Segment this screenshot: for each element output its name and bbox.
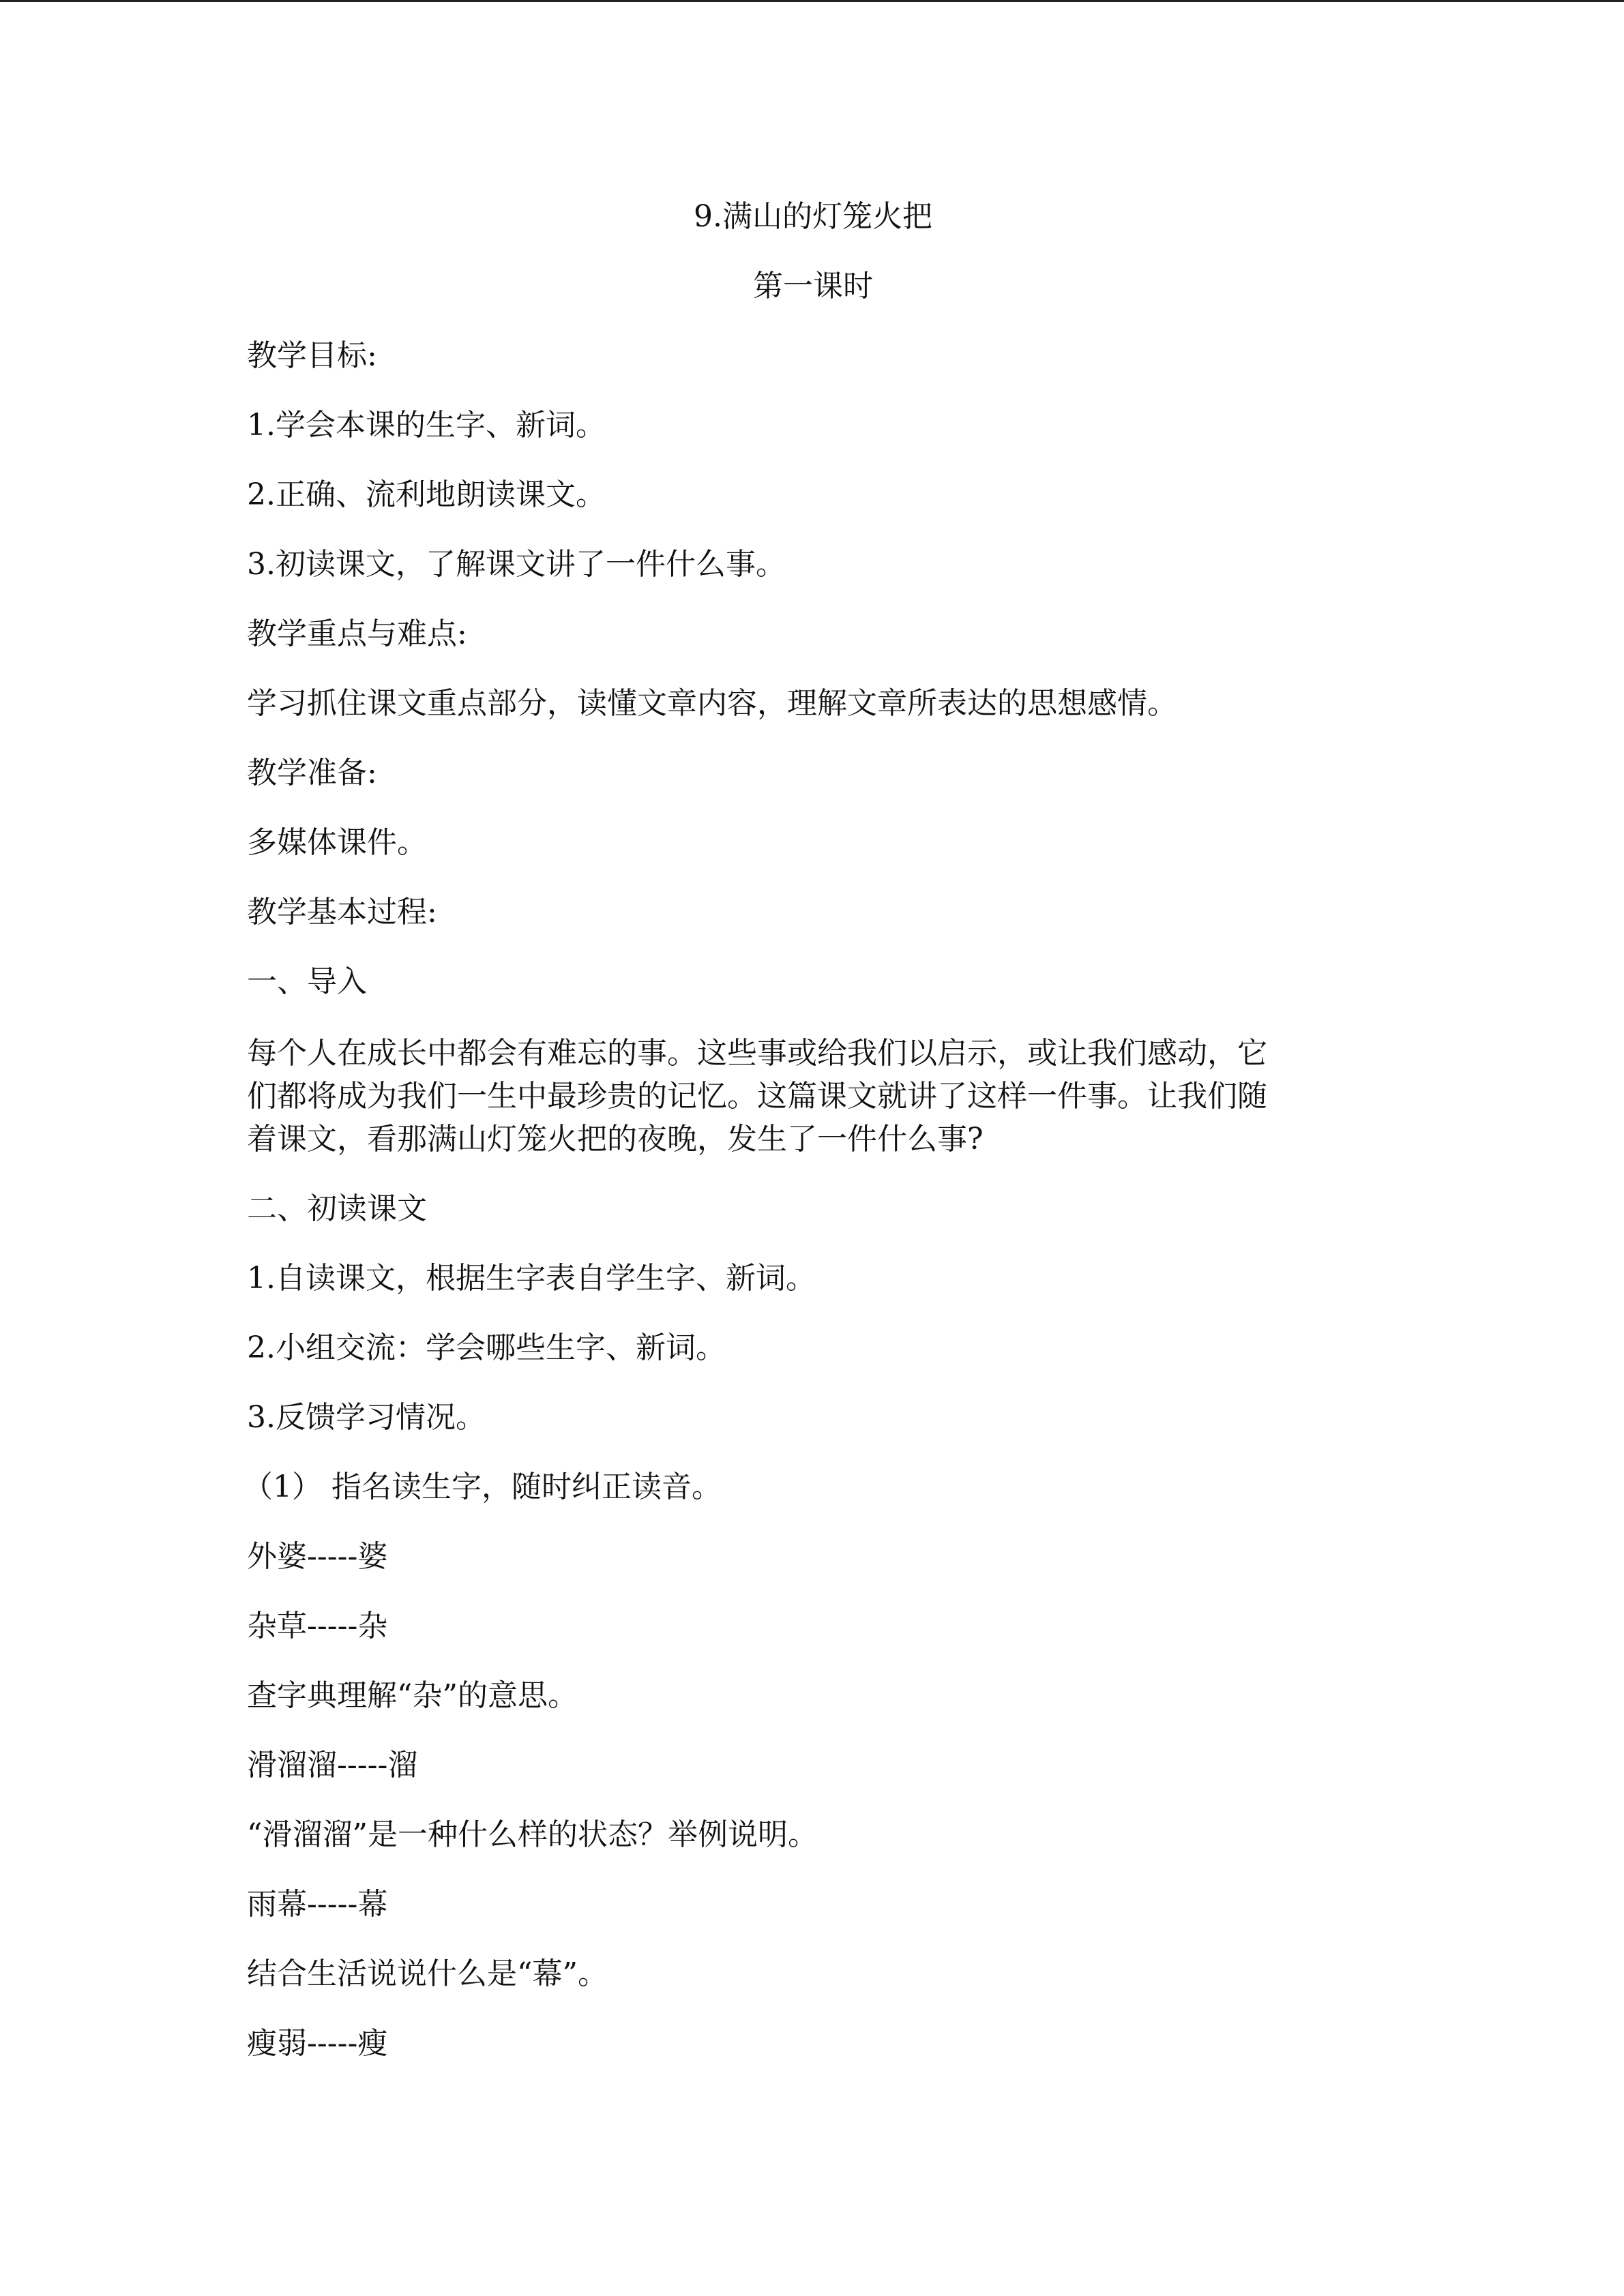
key-points-text: 学习抓住课文重点部分，读懂文章内容，理解文章所表达的思想感情。 xyxy=(247,686,1177,721)
vocab-line: 杂草-----杂 xyxy=(247,1609,388,1643)
reading-step: 3.反馈学习情况。 xyxy=(247,1400,486,1435)
sub-step-heading: （1） 指名读生字，随时纠正读音。 xyxy=(243,1470,722,1504)
vocab-line: 雨幕-----幕 xyxy=(247,1887,388,1922)
page-subtitle: 第一课时 xyxy=(753,269,873,303)
process-heading: 教学基本过程: xyxy=(247,895,437,929)
preparation-heading: 教学准备: xyxy=(247,756,377,790)
vocab-note: 查字典理解“杂”的意思。 xyxy=(247,1678,578,1713)
intro-paragraph-line: 每个人在成长中都会有难忘的事。这些事或给我们以启示，或让我们感动，它 xyxy=(247,1036,1267,1071)
page-title: 9.满山的灯笼火把 xyxy=(694,199,932,234)
vocab-line: 滑溜溜-----溜 xyxy=(247,1748,418,1783)
reading-step: 1.自读课文，根据生字表自学生字、新词。 xyxy=(247,1261,816,1296)
reading-step: 2.小组交流：学会哪些生字、新词。 xyxy=(247,1330,726,1365)
key-points-heading: 教学重点与难点: xyxy=(247,616,467,651)
section-heading-first-reading: 二、初读课文 xyxy=(247,1191,427,1226)
objective-item: 1.学会本课的生字、新词。 xyxy=(247,408,606,443)
page-top-border xyxy=(0,0,1624,2)
vocab-line: 外婆-----婆 xyxy=(247,1539,388,1574)
section-heading-intro: 一、导入 xyxy=(247,964,367,999)
intro-paragraph-line: 着课文，看那满山灯笼火把的夜晚，发生了一件什么事? xyxy=(247,1122,984,1157)
vocab-note: “滑溜溜”是一种什么样的状态？举例说明。 xyxy=(247,1817,818,1852)
objectives-heading: 教学目标: xyxy=(247,338,377,373)
vocab-line: 瘦弱-----瘦 xyxy=(247,2026,388,2061)
vocab-note: 结合生活说说什么是“幕”。 xyxy=(247,1956,608,1991)
preparation-text: 多媒体课件。 xyxy=(247,825,427,860)
objective-item: 3.初读课文，了解课文讲了一件什么事。 xyxy=(247,547,786,582)
objective-item: 2.正确、流利地朗读课文。 xyxy=(247,477,606,512)
intro-paragraph-line: 们都将成为我们一生中最珍贵的记忆。这篇课文就讲了这样一件事。让我们随 xyxy=(247,1079,1267,1114)
